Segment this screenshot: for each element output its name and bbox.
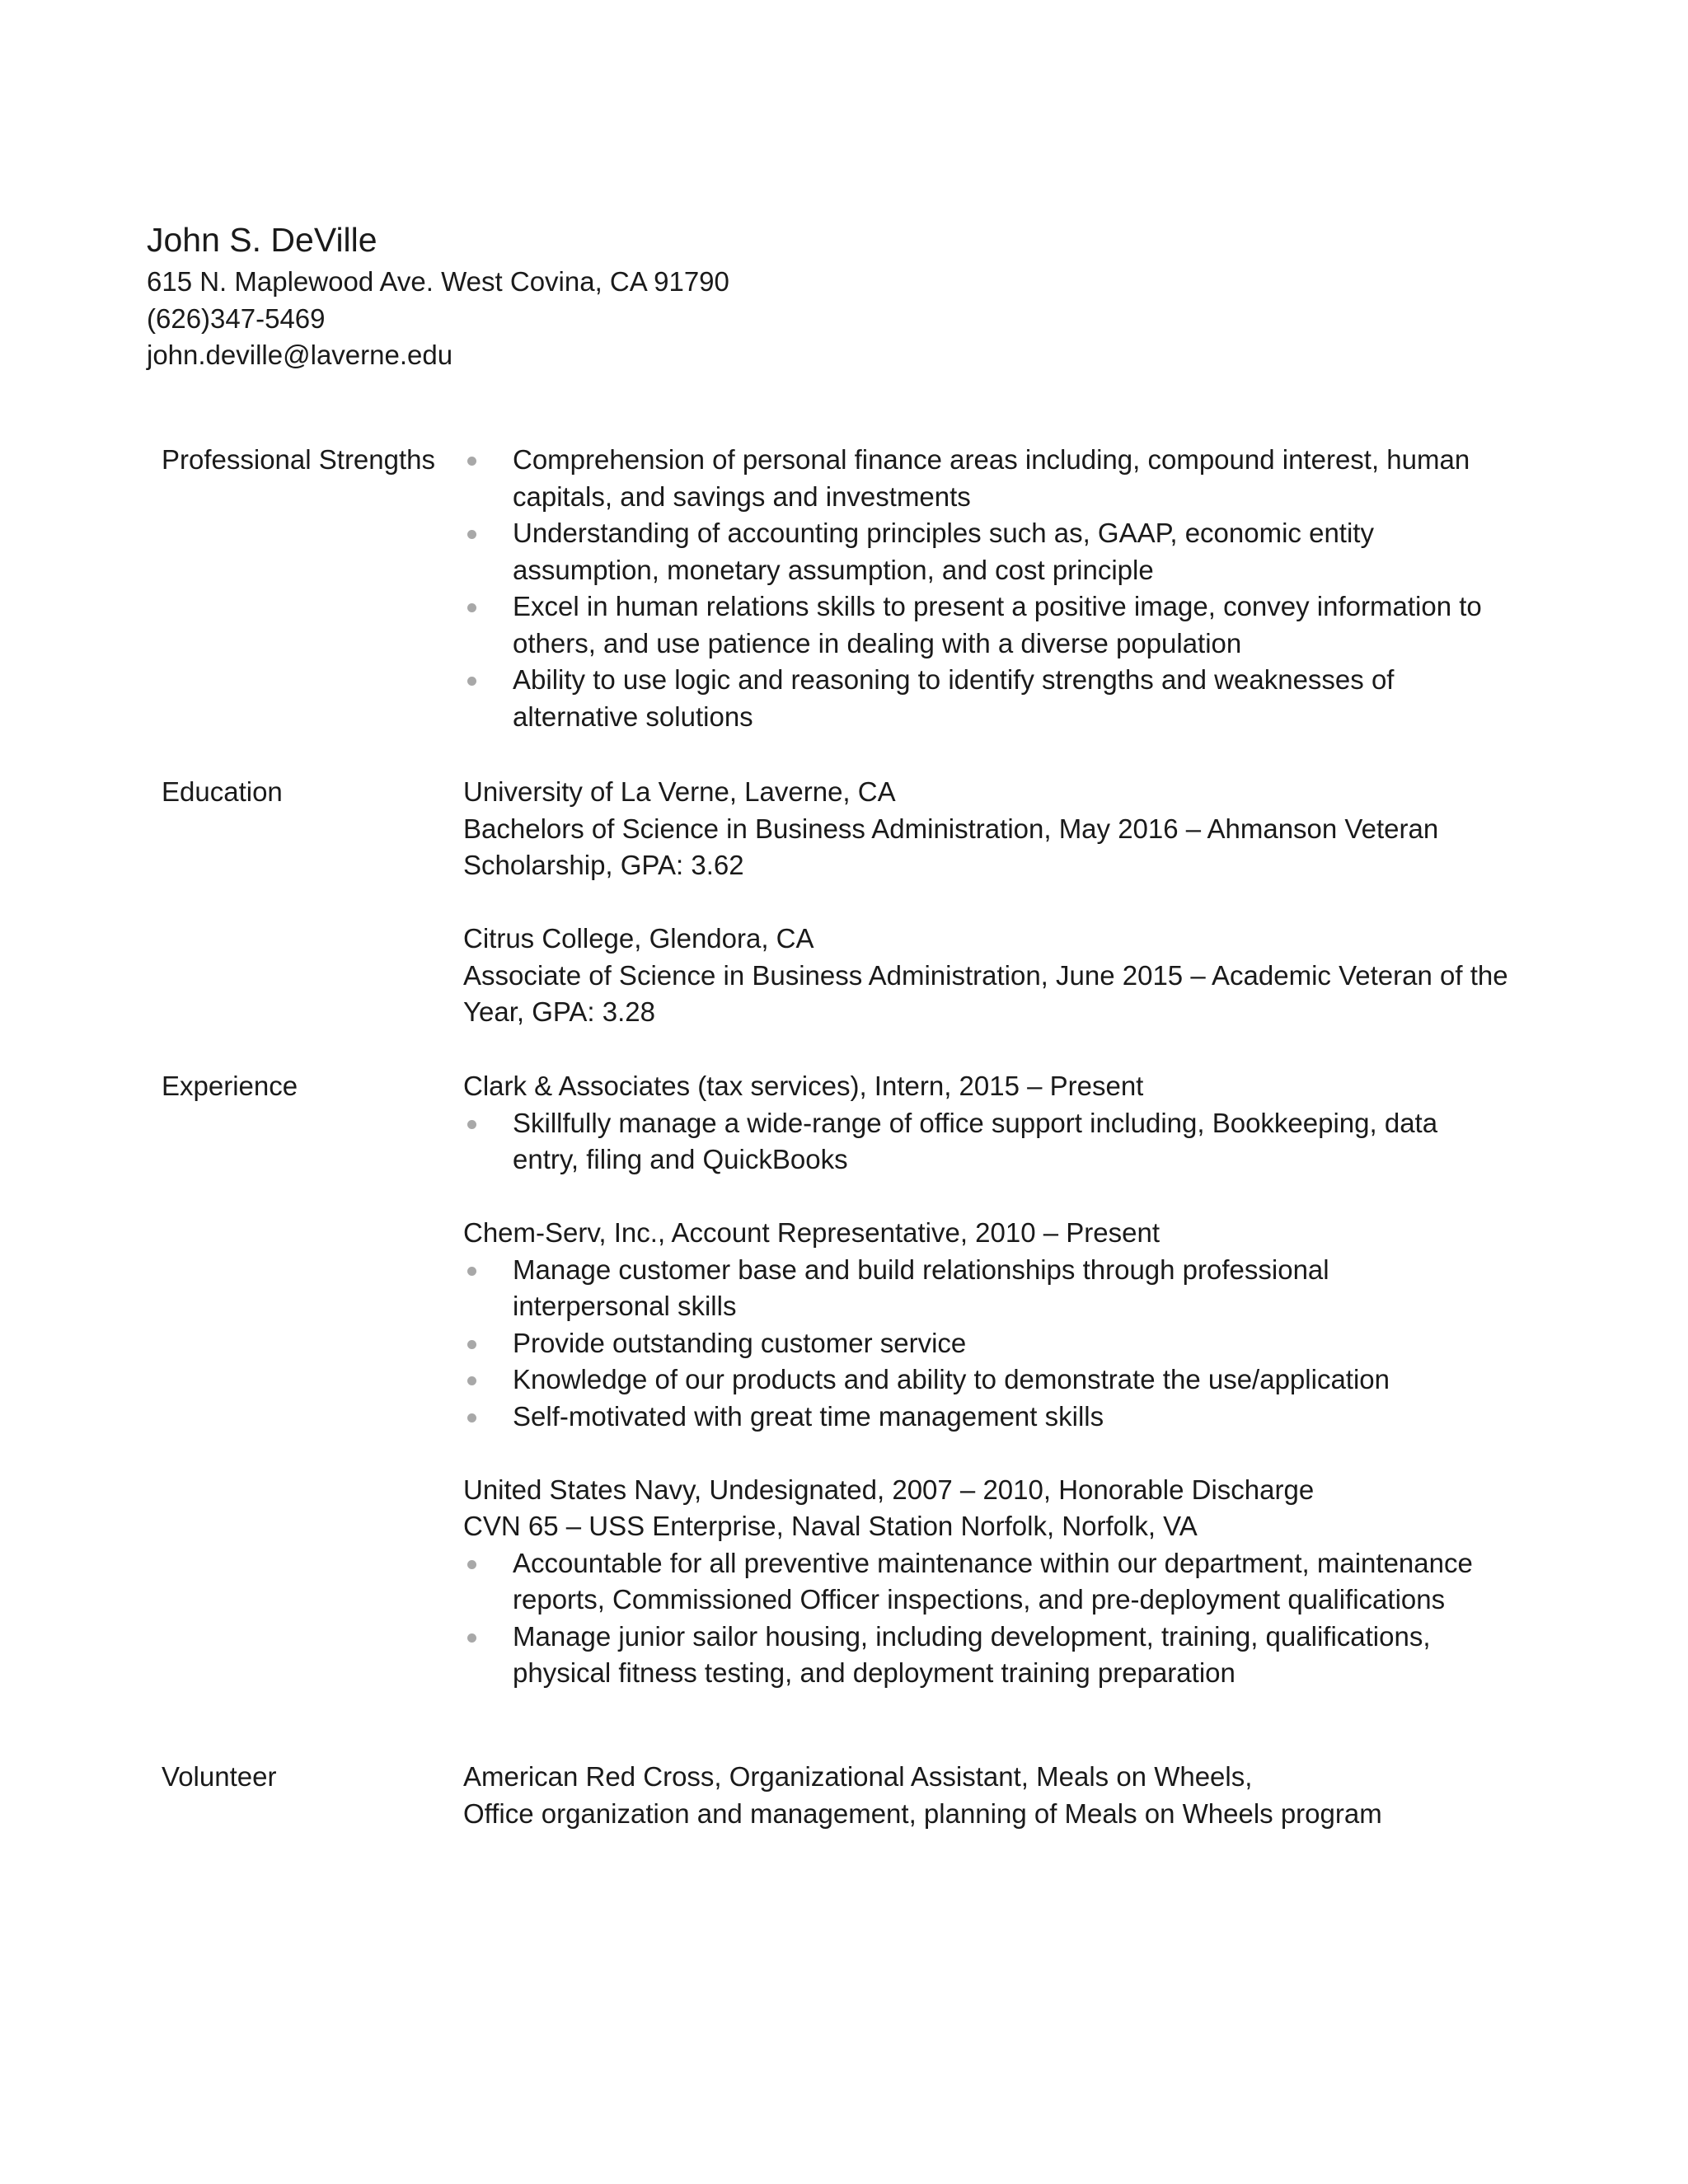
- applicant-name: John S. DeVille: [147, 221, 377, 259]
- list-item: [463, 1545, 1526, 1619]
- list-item: [463, 442, 1526, 515]
- strengths-list: [463, 442, 1526, 735]
- bullet-icon: [467, 1267, 476, 1276]
- list-item: [463, 1399, 1526, 1436]
- bullet-text-continued: others, and use patience in dealing with a diverse population: [513, 627, 1242, 658]
- list-item: [463, 1105, 1526, 1179]
- list-item: [463, 588, 1526, 662]
- bullet-text: Accountable for all preventive maintenance within our department, maintenance: [513, 1547, 1473, 1578]
- bullet-text: Provide outstanding customer service: [513, 1327, 967, 1358]
- bullet-text-continued: alternative solutions: [513, 701, 753, 732]
- bullet-icon: [467, 530, 476, 539]
- bullet-text: Excel in human relations skills to present a positive image, convey information to: [513, 591, 1482, 621]
- school-name: Citrus College, Glendora, CA: [463, 923, 814, 954]
- volunteer-line-continued: Office organization and management, planning of Meals on Wheels program: [463, 1797, 1382, 1829]
- bullet-text: Comprehension of personal finance areas including, compound interest, human: [513, 444, 1470, 475]
- degree-line-continued: Scholarship, GPA: 3.62: [463, 850, 744, 880]
- bullet-icon: [467, 1413, 476, 1422]
- bullet-text-continued: assumption, monetary assumption, and cost principle: [513, 554, 1154, 585]
- email-address: john.deville@laverne.edu: [147, 340, 453, 370]
- section-label-education: Education: [162, 776, 283, 807]
- job-duties-list: [463, 1252, 1526, 1436]
- section-label-experience: Experience: [162, 1071, 298, 1101]
- volunteer-body: [463, 1759, 1526, 1832]
- bullet-icon: [467, 457, 476, 466]
- bullet-text: Ability to use logic and reasoning to identify strengths and weaknesses of: [513, 664, 1395, 695]
- bullet-icon: [467, 677, 476, 686]
- bullet-icon: [467, 1340, 476, 1349]
- bullet-text: Manage junior sailor housing, including development, training, qualifications,: [513, 1620, 1431, 1652]
- list-item: [463, 1361, 1526, 1399]
- bullet-text: Skillfully manage a wide-range of office support including, Bookkeeping, data: [513, 1107, 1438, 1138]
- bullet-text-continued: entry, filing and QuickBooks: [513, 1144, 848, 1174]
- experience-body: [463, 1068, 1526, 1692]
- degree-line: Bachelors of Science in Business Administration, May 2016 – Ahmanson Veteran: [463, 813, 1439, 844]
- degree-line: Associate of Science in Business Administration, June 2015 – Academic Veteran of the: [463, 959, 1508, 991]
- bullet-text: Knowledge of our products and ability to demonstrate the use/application: [513, 1364, 1390, 1394]
- bullet-text: Self-motivated with great time management skills: [513, 1400, 1104, 1432]
- list-item: [463, 1619, 1526, 1692]
- job-duties-list: [463, 1545, 1526, 1692]
- volunteer-line: American Red Cross, Organizational Assistant, Meals on Wheels,: [463, 1761, 1253, 1792]
- education-body: [463, 774, 1526, 1031]
- bullet-text-continued: capitals, and savings and investments: [513, 480, 971, 512]
- address: 615 N. Maplewood Ave. West Covina, CA 91790: [147, 266, 729, 297]
- bullet-icon: [467, 1560, 476, 1569]
- phone-number: (626)347-5469: [147, 302, 326, 334]
- bullet-text: Understanding of accounting principles such as, GAAP, economic entity: [513, 518, 1374, 548]
- list-item: [463, 515, 1526, 588]
- job-title: Chem-Serv, Inc., Account Representative, 2010 – Present: [463, 1217, 1160, 1248]
- list-item: [463, 662, 1526, 735]
- bullet-text-continued: reports, Commissioned Officer inspections, and pre-deployment qualifications: [513, 1584, 1446, 1615]
- bullet-icon: [467, 603, 476, 612]
- resume-header: [147, 216, 1548, 374]
- job-subtitle: CVN 65 – USS Enterprise, Naval Station Norfolk, Norfolk, VA: [463, 1511, 1198, 1541]
- bullet-icon: [467, 1633, 476, 1643]
- bullet-text-continued: interpersonal skills: [513, 1291, 737, 1321]
- school-name: University of La Verne, Laverne, CA: [463, 776, 896, 807]
- job-title: Clark & Associates (tax services), Intern, 2015 – Present: [463, 1071, 1144, 1101]
- strengths-body: [463, 442, 1526, 735]
- job-title: United States Navy, Undesignated, 2007 – 2010, Honorable Discharge: [463, 1474, 1315, 1505]
- list-item: [463, 1252, 1526, 1325]
- bullet-icon: [467, 1376, 476, 1385]
- list-item: [463, 1325, 1526, 1362]
- job-duties-list: [463, 1105, 1526, 1179]
- bullet-icon: [467, 1120, 476, 1129]
- bullet-text: Manage customer base and build relationships through professional: [513, 1254, 1329, 1285]
- bullet-text-continued: physical fitness testing, and deployment training preparation: [513, 1657, 1236, 1688]
- degree-line-continued: Year, GPA: 3.28: [463, 996, 655, 1027]
- section-label-strengths: Professional Strengths: [162, 444, 436, 475]
- section-label-volunteer: Volunteer: [162, 1761, 277, 1792]
